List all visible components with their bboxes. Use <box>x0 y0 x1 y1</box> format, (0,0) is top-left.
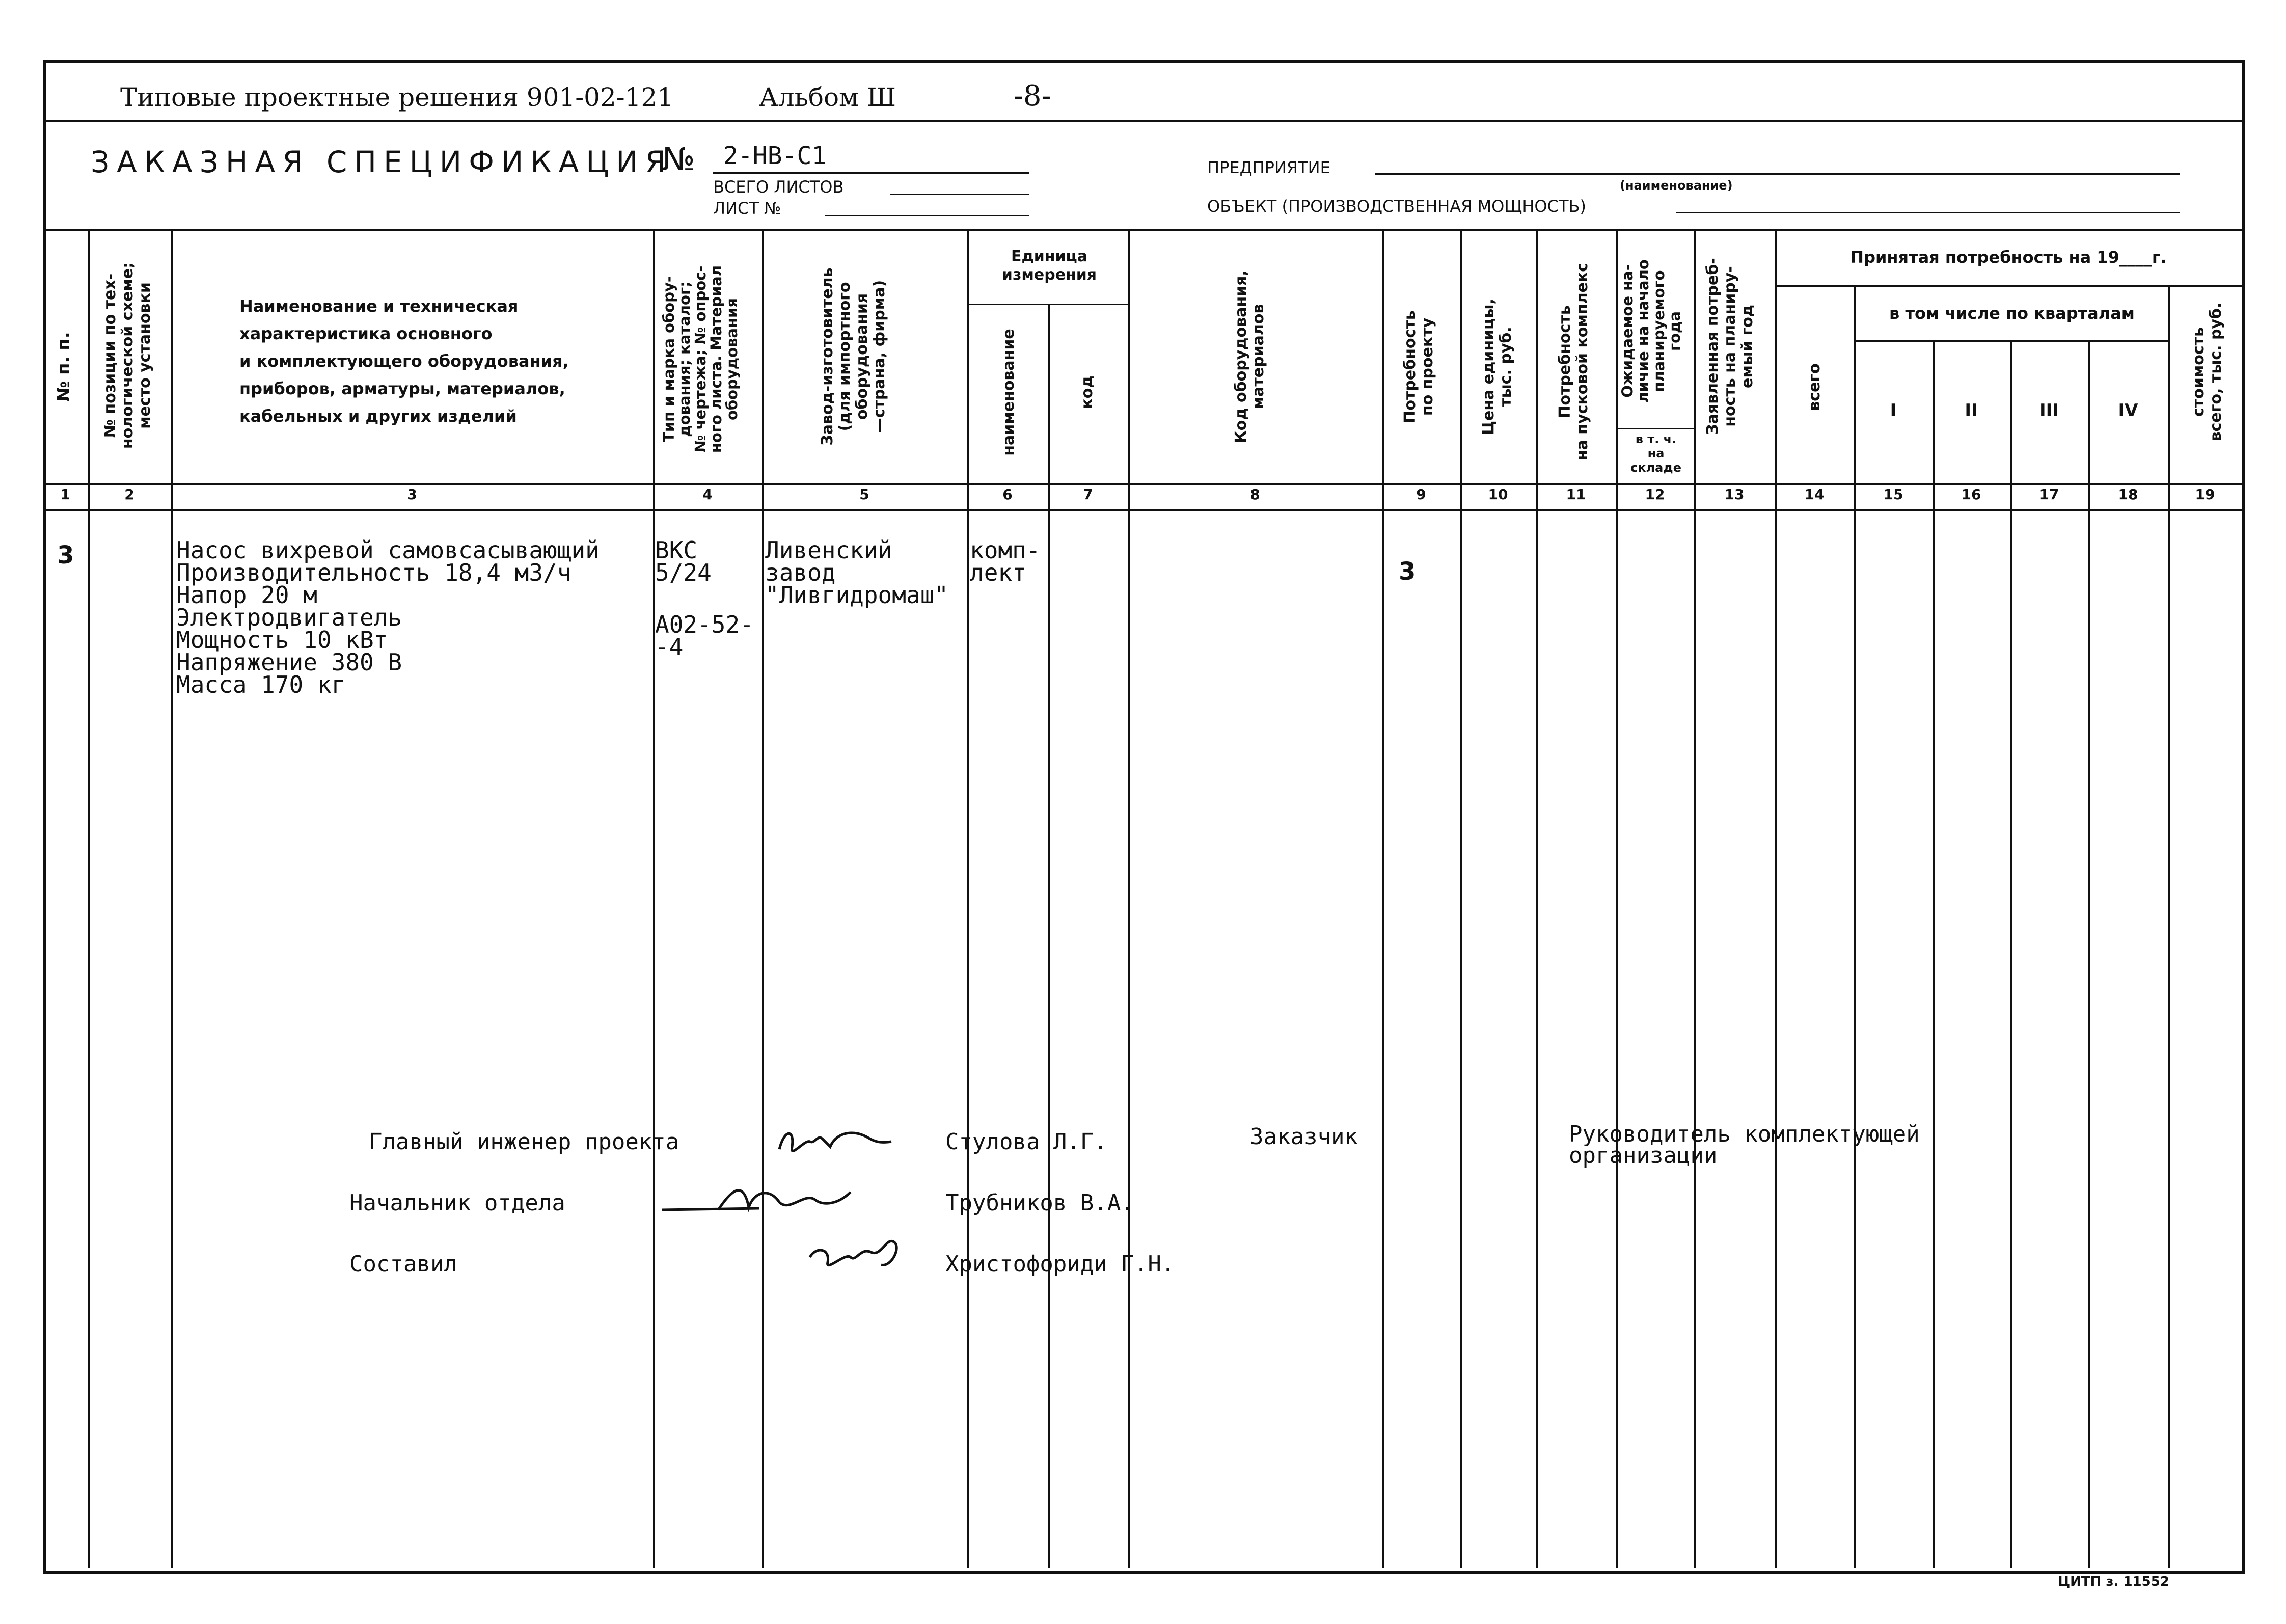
colnum-11: 11 <box>1566 486 1586 503</box>
sheet-number-label: ЛИСТ № <box>713 199 781 218</box>
header-col2: № позиции по тех- нологической схеме; место установки <box>101 262 154 449</box>
colnum-6: 6 <box>1002 486 1013 503</box>
col-line <box>762 229 764 1568</box>
colnum-2: 2 <box>124 486 134 503</box>
header-accepted: Принятая потребность на 19____г. <box>1850 248 2167 267</box>
object-label: ОБЪЕКТ (ПРОИЗВОДСТВЕННАЯ МОЩНОСТЬ) <box>1207 197 1586 216</box>
col-line <box>653 229 655 1568</box>
col-line <box>967 229 969 1568</box>
row-manufacturer: Ливенский завод "Ливгидромаш" <box>765 536 949 609</box>
enterprise-label: ПРЕДПРИЯТИЕ <box>1207 158 1330 177</box>
colnum-19: 19 <box>2195 486 2215 503</box>
header-q4: IV <box>2118 400 2138 421</box>
supplier-label: Руководитель комплектующей организации <box>1569 1121 1920 1169</box>
header-divider <box>43 229 2242 231</box>
header-col1: № п. п. <box>53 332 74 402</box>
series-title: Типовые проектные решения 901-02-121 <box>120 83 674 112</box>
colnum-17: 17 <box>2039 486 2059 503</box>
col-line <box>1382 229 1384 1568</box>
spec-number-line <box>713 172 1029 174</box>
header-col5: Завод-изготовитель (для импортного оборудования —страна, фирма) <box>819 267 888 446</box>
colnum-1: 1 <box>60 486 70 503</box>
colnum-9: 9 <box>1416 486 1426 503</box>
chief-engineer-role: Главный инженер проекта <box>369 1129 679 1155</box>
colnum-8: 8 <box>1250 486 1260 503</box>
col-line <box>1775 229 1777 1568</box>
col-line <box>1694 229 1696 1568</box>
colnum-15: 15 <box>1883 486 1903 503</box>
spec-number-label: № <box>662 141 695 178</box>
unit-divider <box>967 304 1130 305</box>
col-line <box>1460 229 1462 1568</box>
col-line <box>1536 229 1538 1568</box>
colnum-18: 18 <box>2118 486 2138 503</box>
header-col9: Потребность по проекту <box>1401 310 1436 423</box>
top-divider <box>43 120 2242 122</box>
row-pump-type: ВКС 5/24 <box>655 536 712 586</box>
colnum-3: 3 <box>407 486 417 503</box>
header-q2: II <box>1965 400 1978 421</box>
header-col12: Ожидаемое на- личие на начало планируемого года <box>1619 259 1683 403</box>
col-line <box>1128 229 1130 1568</box>
spec-number: 2-НВ-С1 <box>723 142 827 170</box>
col-line <box>1854 285 1856 1568</box>
col-line <box>2088 340 2090 1568</box>
col-line <box>1616 229 1618 1568</box>
department-head-role: Начальник отдела <box>349 1190 565 1216</box>
customer-label: Заказчик <box>1250 1124 1358 1150</box>
print-stamp: ЦИТП з. 11552 <box>2058 1574 2169 1589</box>
sheet-number-line <box>825 215 1029 216</box>
colnum-14: 14 <box>1804 486 1825 503</box>
quarters-divider <box>1854 340 2170 342</box>
row-motor-type: А02-52- -4 <box>655 611 754 661</box>
object-line <box>1676 212 2180 213</box>
colnum-4: 4 <box>702 486 713 503</box>
colnum-top <box>43 483 2242 485</box>
colnum-16: 16 <box>1961 486 1981 503</box>
name-hint: (наименование) <box>1620 178 1733 193</box>
header-col7: код <box>1078 375 1096 409</box>
chief-engineer-name: Стулова Л.Г. <box>945 1129 1107 1155</box>
compiler-name: Христофориди Г.Н. <box>945 1251 1175 1277</box>
header-col13: Заявленная потреб- ность на планиру- емый год <box>1704 258 1756 435</box>
col-line <box>171 229 173 1568</box>
row-quantity: 3 <box>1399 557 1416 586</box>
page-frame <box>43 60 2245 1574</box>
header-col10: Цена единицы, тыс. руб. <box>1480 299 1515 435</box>
department-head-signature <box>657 1172 891 1223</box>
compiler-signature <box>805 1227 907 1278</box>
total-sheets-label: ВСЕГО ЛИСТОВ <box>713 177 844 197</box>
colnum-bottom <box>43 509 2242 511</box>
colnum-5: 5 <box>859 486 869 503</box>
department-head-name: Трубников В.А. <box>945 1190 1134 1216</box>
header-col19: стоимость всего, тыс. руб. <box>2190 302 2225 442</box>
header-col11: Потребность на пусковой комплекс <box>1556 262 1591 461</box>
enterprise-line <box>1375 173 2180 175</box>
header-q1: I <box>1890 400 1897 421</box>
spec-title: ЗАКАЗНАЯ СПЕЦИФИКАЦИЯ <box>91 145 673 179</box>
col-line <box>2010 340 2012 1568</box>
total-sheets-line <box>890 194 1029 195</box>
page-number: -8- <box>1014 79 1051 113</box>
col-line <box>2168 285 2170 1568</box>
row-item-description: Насос вихревой самовсасывающий Производительность 18,4 м3/ч Напор 20 м Электродвигатель Мощность 10 кВт Напряжение 380 В Масса 170 кг <box>176 536 600 698</box>
header-col14: всего <box>1806 363 1824 411</box>
row-unit: комп- лект <box>970 536 1041 586</box>
header-quarters: в том числе по кварталам <box>1889 304 2135 323</box>
header-col3: Наименование и техническая характеристика основного и комплектующего оборудования, приборов, арматуры, материалов, кабельных и других изделий <box>239 296 569 426</box>
header-unit: Единица измерения <box>1001 248 1097 284</box>
colnum-10: 10 <box>1488 486 1508 503</box>
col-line <box>88 229 90 1568</box>
colnum-12: 12 <box>1645 486 1665 503</box>
row-number: 3 <box>57 541 74 570</box>
col-line <box>1933 340 1935 1568</box>
header-col12-stock: в т. ч. на складе <box>1630 432 1681 475</box>
header-col8: Код оборудования, материалов <box>1232 270 1267 443</box>
album-label: Альбом Ш <box>759 83 896 112</box>
compiler-role: Составил <box>349 1251 457 1277</box>
chief-engineer-signature <box>774 1119 896 1165</box>
header-col6: наименование <box>1000 329 1018 456</box>
accepted-divider <box>1775 285 2242 287</box>
colnum-13: 13 <box>1724 486 1745 503</box>
stock-divider <box>1616 428 1694 429</box>
header-q3: III <box>2039 400 2059 421</box>
colnum-7: 7 <box>1083 486 1093 503</box>
header-col4: Тип и марка обору- дования; каталог; № чертежа; № опрос- ного листа. Материал оборудования <box>660 265 741 453</box>
